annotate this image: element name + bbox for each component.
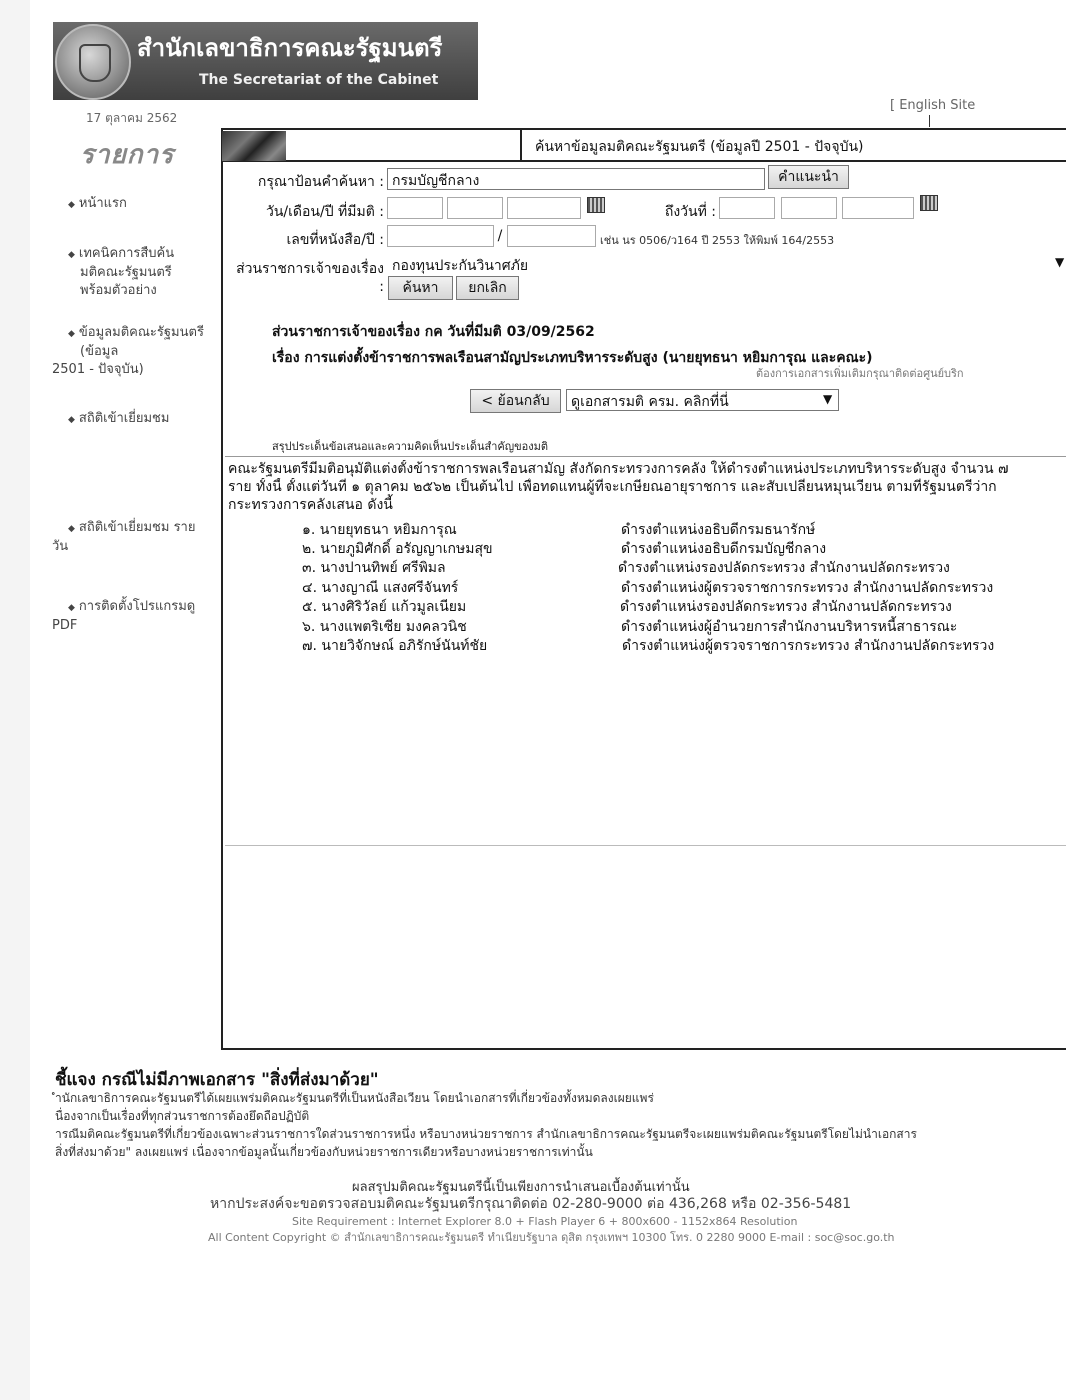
footer-line: นื่องจากเป็นเรื่องที่ทุกส่วนราชการต้องยึดถือปฏิบัติ — [55, 1109, 310, 1123]
appointee-name: ๖. นางแพตริเซีย มงคลวนิช — [302, 619, 467, 635]
appointee-name: ๔. นางญาณี แสงศรีจันทร์ — [302, 580, 459, 596]
diamond-bullet-icon: ◆ — [68, 250, 75, 260]
appointee-name: ๒. นายภูมิศักดิ์ อรัญญาเกษมสุข — [302, 541, 493, 557]
doc-number-label: เลขที่หนังสือ/ปี : — [286, 232, 384, 248]
sidebar-item-home[interactable]: ◆ หน้าแรก — [68, 196, 127, 211]
english-site-link[interactable]: [ English Site — [890, 98, 976, 113]
to-day-input[interactable] — [719, 197, 775, 219]
keyword-input[interactable]: กรมบัญชีกลาง — [387, 168, 765, 190]
diamond-bullet-icon: ◆ — [68, 603, 75, 613]
header-thumbnail — [222, 131, 286, 161]
search-button[interactable]: ค้นหา — [388, 276, 453, 300]
disclaimer: ผลสรุปมติคณะรัฐมนตรีนี้เป็นเพียงการนำเสนอเบื้องต้นเท่านั้น — [352, 1180, 690, 1195]
appointee-name: ๓. นางปานทิพย์ ศรีพิมล — [302, 560, 446, 576]
to-date-label: ถึงวันที่ : — [664, 204, 716, 220]
footer-line: ารณีมติคณะรัฐมนตรีที่เกี่ยวข้องเฉพาะส่วนราชการใดส่วนราชการหนึ่ง หรือบางหน่วยราชการ สำนักเลขาธิการคณะรัฐมนตรีจะเผยแพร่มติคณะรัฐมนตรีโดยไม่นำเอกสาร — [55, 1127, 917, 1141]
site-banner[interactable] — [53, 22, 478, 100]
divider — [520, 130, 522, 160]
appointee-name: ๗. นายวิจักษณ์ อภิรักษ์นันท์ชัย — [302, 638, 488, 654]
diamond-bullet-icon: ◆ — [68, 200, 75, 210]
footer-line: ำนักเลขาธิการคณะรัฐมนตรีได้เผยแพร่มติคณะรัฐมนตรีที่เป็นหนังสือเวียน โดยนำเอกสารที่เกี่ยวข้องทั้งหมดลงเผยแพร่ — [55, 1091, 654, 1105]
result-owner-line: ส่วนราชการเจ้าของเรื่อง กค วันที่มีมติ 03/09/2562 — [272, 324, 595, 340]
back-button[interactable]: < ย้อนกลับ — [470, 389, 561, 413]
appointee-position: ดำรงตำแหน่งผู้อำนวยการสำนักงานบริหารหนี้สาธารณะ — [621, 619, 958, 635]
diamond-bullet-icon: ◆ — [68, 329, 75, 339]
calendar-icon[interactable] — [920, 195, 938, 211]
agency-select[interactable]: กองทุนประกันวินาศภัย — [388, 254, 1064, 276]
from-month-input[interactable] — [447, 197, 503, 219]
footer-line: สิ่งที่ส่งมาด้วย" ลงเผยแพร่ เนื่องจากข้อมูลนั้นเกี่ยวข้องกับหน่วยราชการเดียวหรือบางหน่วยราชการเท่านั้น — [55, 1145, 593, 1159]
to-year-input[interactable] — [842, 197, 914, 219]
appointee-position: ดำรงตำแหน่งผู้ตรวจราชการกระทรวง สำนักงานปลัดกระทรวง — [622, 638, 995, 654]
from-year-input[interactable] — [507, 197, 581, 219]
copyright: All Content Copyright © สำนักเลขาธิการคณะรัฐมนตรี ทำเนียบรัฐบาล ดุสิต กรุงเทพฯ 10300 โทร. 0 2280 9000 E-mail : soc@soc.go.th — [208, 1231, 895, 1244]
appointee-position: ดำรงตำแหน่งผู้ตรวจราชการกระทรวง สำนักงานปลัดกระทรวง — [621, 580, 994, 596]
site-requirement: Site Requirement : Internet Explorer 8.0 + Flash Player 6 + 800x600 - 1152x864 Resolution — [292, 1215, 798, 1228]
divider — [929, 115, 930, 127]
site-title-th: สำนักเลขาธิการคณะรัฐมนตรี — [137, 34, 443, 62]
search-panel-title: ค้นหาข้อมูลมติคณะรัฐมนตรี (ข้อมูลปี 2501 - ปัจจุบัน) — [535, 139, 864, 155]
site-title-en: The Secretariat of the Cabinet — [199, 72, 439, 88]
diamond-bullet-icon: ◆ — [68, 415, 75, 425]
government-seal-icon — [55, 24, 131, 100]
doc-number-separator: / — [497, 228, 503, 244]
colon-label: : — [379, 279, 384, 295]
appointee-name: ๕. นางศิริวัลย์ แก้วมูลเนียม — [302, 599, 467, 615]
sidebar-item-daily-stats[interactable]: ◆ สถิติเข้าเยี่ยมชม ราย วัน — [52, 520, 196, 554]
footer-heading: ชี้แจง กรณีไม่มีภาพเอกสาร "สิ่งที่ส่งมาด้วย" — [55, 1070, 379, 1090]
chevron-down-icon[interactable]: ▼ — [1055, 255, 1065, 269]
attachment-select[interactable]: ดูเอกสารมติ ครม. คลิกที่นี่ — [566, 389, 839, 411]
date-label: วัน/เดือน/ปี ที่มีมติ : — [265, 204, 384, 220]
keyword-label: กรุณาป้อนคำค้นหา : — [257, 174, 384, 190]
doc-number-hint: เช่น นร 0506/ว164 ปี 2553 ให้พิมพ์ 164/2553 — [600, 234, 835, 247]
summary-paragraph: คณะรัฐมนตรีมีมติอนุมัติแต่งตั้งข้าราชการพลเรือนสามัญ สังกัดกระทรวงการคลัง ให้ดำรงตำแหน่งประเภทบริหารระดับสูง จำนวน ๗ ราย ทั้งนี้ ตั้งแต่วันที่ ๑ ตุลาคม ๒๕๖๒ เป็นต้นไป เพื่อทดแทนผู้ที่จะเกษียณอายุราชการ และสับเปลี่ยนหมุนเวียน ตามที่รัฐมนตรีว่าก กระทรวงการคลังเสนอ ดังนี้ — [228, 461, 1009, 513]
calendar-icon[interactable] — [587, 197, 605, 213]
current-date: 17 ตุลาคม 2562 — [86, 111, 178, 125]
suggest-button[interactable]: คำแนะนำ — [768, 165, 849, 189]
result-subject-line: เรื่อง การแต่งตั้งข้าราชการพลเรือนสามัญประเภทบริหารระดับสูง (นายยุทธนา หยิมการุณ และคณะ) — [272, 350, 873, 366]
appointee-name: ๑. นายยุทธนา หยิมการุณ — [302, 522, 457, 538]
doc-year-input[interactable] — [507, 225, 596, 247]
contact-note: ต้องการเอกสารเพิ่มเติมกรุณาติดต่อศูนย์บริก — [756, 367, 964, 380]
cancel-button[interactable]: ยกเลิก — [456, 276, 519, 300]
agency-label: ส่วนราชการเจ้าของเรื่อง — [236, 261, 384, 277]
sidebar-item-cabinet-data[interactable]: ◆ ข้อมูลมติคณะรัฐมนตรี (ข้อมูล 2501 - ปัจจุบัน) — [52, 325, 204, 377]
chevron-down-icon[interactable]: ▼ — [823, 392, 833, 406]
contact-line: หากประสงค์จะขอตรวจสอบมติคณะรัฐมนตรีกรุณาติดต่อ 02-280-9000 ต่อ 436,268 หรือ 02-356-5481 — [210, 1196, 852, 1212]
sidebar-item-install-program[interactable]: ◆ การติดตั้งโปรแกรมดู PDF — [52, 599, 196, 633]
appointee-position: ดำรงตำแหน่งอธิบดีกรมธนารักษ์ — [621, 522, 816, 538]
from-day-input[interactable] — [387, 197, 443, 219]
page-edge — [0, 0, 30, 1400]
sidebar-title: รายการ — [80, 140, 175, 170]
appointee-position: ดำรงตำแหน่งรองปลัดกระทรวง สำนักงานปลัดกระทรวง — [620, 599, 952, 615]
sidebar-item-visit-stats[interactable]: ◆ สถิติเข้าเยี่ยมชม — [68, 411, 170, 426]
summary-heading: สรุปประเด็นข้อเสนอและความคิดเห็นประเด็นสำคัญของมติ — [272, 440, 549, 453]
appointee-position: ดำรงตำแหน่งอธิบดีกรมบัญชีกลาง — [621, 541, 827, 557]
to-month-input[interactable] — [781, 197, 837, 219]
doc-number-input[interactable] — [387, 225, 494, 247]
diamond-bullet-icon: ◆ — [68, 524, 75, 534]
appointee-position: ดำรงตำแหน่งรองปลัดกระทรวง สำนักงานปลัดกระทรวง — [618, 560, 950, 576]
sidebar-item-search-technique[interactable]: ◆ เทคนิคการสืบค้น มติคณะรัฐมนตรี พร้อมตัวอย่าง — [68, 246, 175, 298]
